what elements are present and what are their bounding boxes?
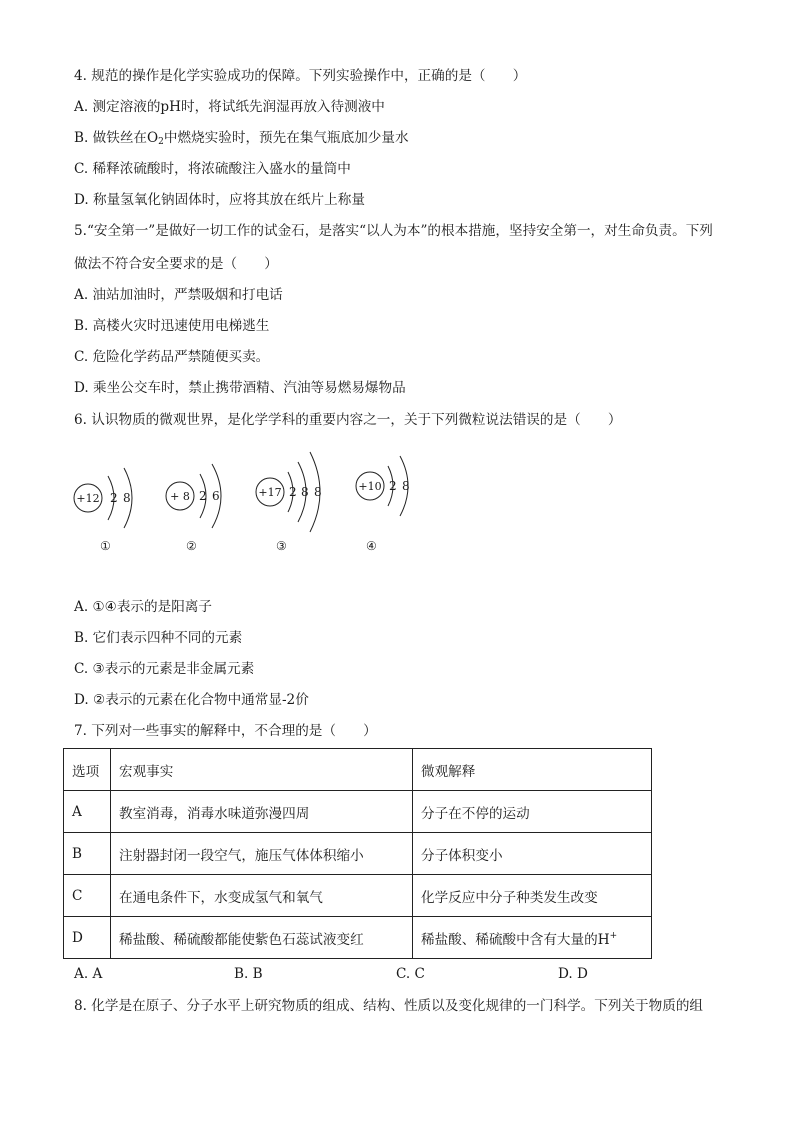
q7-option-a: A. A: [74, 966, 103, 982]
table-cell: A: [64, 791, 111, 833]
q7-stem: 7. 下列对一些事实的解释中，不合理的是（ ）: [74, 723, 377, 739]
particle-1-shell-1: 2: [110, 491, 118, 505]
q7-option-d: D. D: [558, 966, 588, 982]
particle-structure-diagrams: [60, 440, 440, 570]
q5-stem-line1: 5.“安全第一”是做好一切工作的试金石，是落实“以人为本”的根本措施，坚持安全第一，对生命负责。下列: [74, 223, 713, 239]
table-row: [64, 875, 652, 917]
q4-option-d: D. 称量氢氧化钠固体时，应将其放在纸片上称量: [74, 192, 365, 208]
particle-4-label: ④: [366, 539, 377, 553]
particle-3-label: ③: [276, 539, 287, 553]
particle-1-diagram: [74, 468, 132, 553]
table-header-cell: 选项: [64, 749, 111, 791]
table-header-row: [64, 749, 652, 791]
table-cell: 稀盐酸、稀硫酸都能使紫色石蕊试液变红: [111, 917, 413, 959]
table-header-cell: 宏观事实: [111, 749, 413, 791]
particle-3-nucleus: +17: [258, 486, 282, 499]
table-cell: B: [64, 833, 111, 875]
table-cell: 在通电条件下，水变成氢气和氧气: [111, 875, 413, 917]
table-cell: 注射器封闭一段空气，施压气体体积缩小: [111, 833, 413, 875]
particle-4-shell-1: 2: [389, 479, 397, 493]
q6-stem: 6. 认识物质的微观世界，是化学学科的重要内容之一，关于下列微粒说法错误的是（ ）: [74, 412, 622, 428]
q4-stem: 4. 规范的操作是化学实验成功的保障。下列实验操作中，正确的是（ ）: [74, 68, 527, 84]
particle-1-nucleus: +12: [76, 492, 100, 505]
table-cell: 稀盐酸、稀硫酸中含有大量的H+: [413, 917, 652, 959]
particle-2-label: ②: [186, 539, 197, 553]
q7-option-c: C. C: [396, 966, 425, 982]
q5-option-a: A. 油站加油时，严禁吸烟和打电话: [74, 287, 283, 303]
table-row: [64, 917, 652, 959]
q5-option-d: D. 乘坐公交车时，禁止携带酒精、汽油等易燃易爆物品: [74, 380, 406, 396]
q5-option-c: C. 危险化学药品严禁随便买卖。: [74, 349, 270, 365]
table-cell: 化学反应中分子种类发生改变: [413, 875, 652, 917]
table-row: [64, 791, 652, 833]
q6-option-b: B. 它们表示四种不同的元素: [74, 630, 243, 646]
q5-stem-line2: 做法不符合安全要求的是（ ）: [74, 256, 278, 272]
q6-option-c: C. ③表示的元素是非金属元素: [74, 661, 255, 677]
q7-option-b: B. B: [234, 966, 263, 982]
particle-3-diagram: [256, 452, 322, 553]
table-header-cell: 微观解释: [413, 749, 652, 791]
particle-1-label: ①: [100, 539, 111, 553]
table-cell: 教室消毒，消毒水味道弥漫四周: [111, 791, 413, 833]
particle-2-shell-1: 2: [199, 489, 207, 503]
q4-option-a: A. 测定溶液的pH时，将试纸先润湿再放入待测液中: [74, 99, 385, 115]
q6-option-a: A. ①④表示的是阳离子: [74, 599, 212, 615]
particle-3-shell-3: 8: [314, 485, 322, 499]
q5-option-b: B. 高楼火灾时迅速使用电梯逃生: [74, 318, 270, 334]
facts-table: [63, 748, 652, 959]
table-cell: D: [64, 917, 111, 959]
particle-4-shell-2: 8: [402, 479, 410, 493]
particle-3-shell-2: 8: [301, 485, 309, 499]
particle-3-shell-1: 2: [289, 485, 297, 499]
particle-2-nucleus: + 8: [170, 490, 190, 503]
table-cell: C: [64, 875, 111, 917]
q8-stem: 8. 化学是在原子、分子水平上研究物质的组成、结构、性质以及变化规律的一门科学。下列关于物质的组: [74, 998, 704, 1014]
table-row: [64, 833, 652, 875]
q6-option-d: D. ②表示的元素在化合物中通常显-2价: [74, 692, 309, 708]
particle-4-nucleus: +10: [358, 480, 382, 493]
particle-4-diagram: [356, 456, 410, 553]
q4-option-c: C. 稀释浓硫酸时，将浓硫酸注入盛水的量筒中: [74, 161, 351, 177]
table-cell: 分子体积变小: [413, 833, 652, 875]
table-cell: 分子在不停的运动: [413, 791, 652, 833]
particle-1-shell-2: 8: [123, 491, 131, 505]
q4-option-b: B. 做铁丝在$O_2$中燃烧实验时，预先在集气瓶底加少量水: [74, 130, 409, 147]
particle-2-shell-2: 6: [212, 489, 220, 503]
particle-2-diagram: [166, 464, 221, 553]
